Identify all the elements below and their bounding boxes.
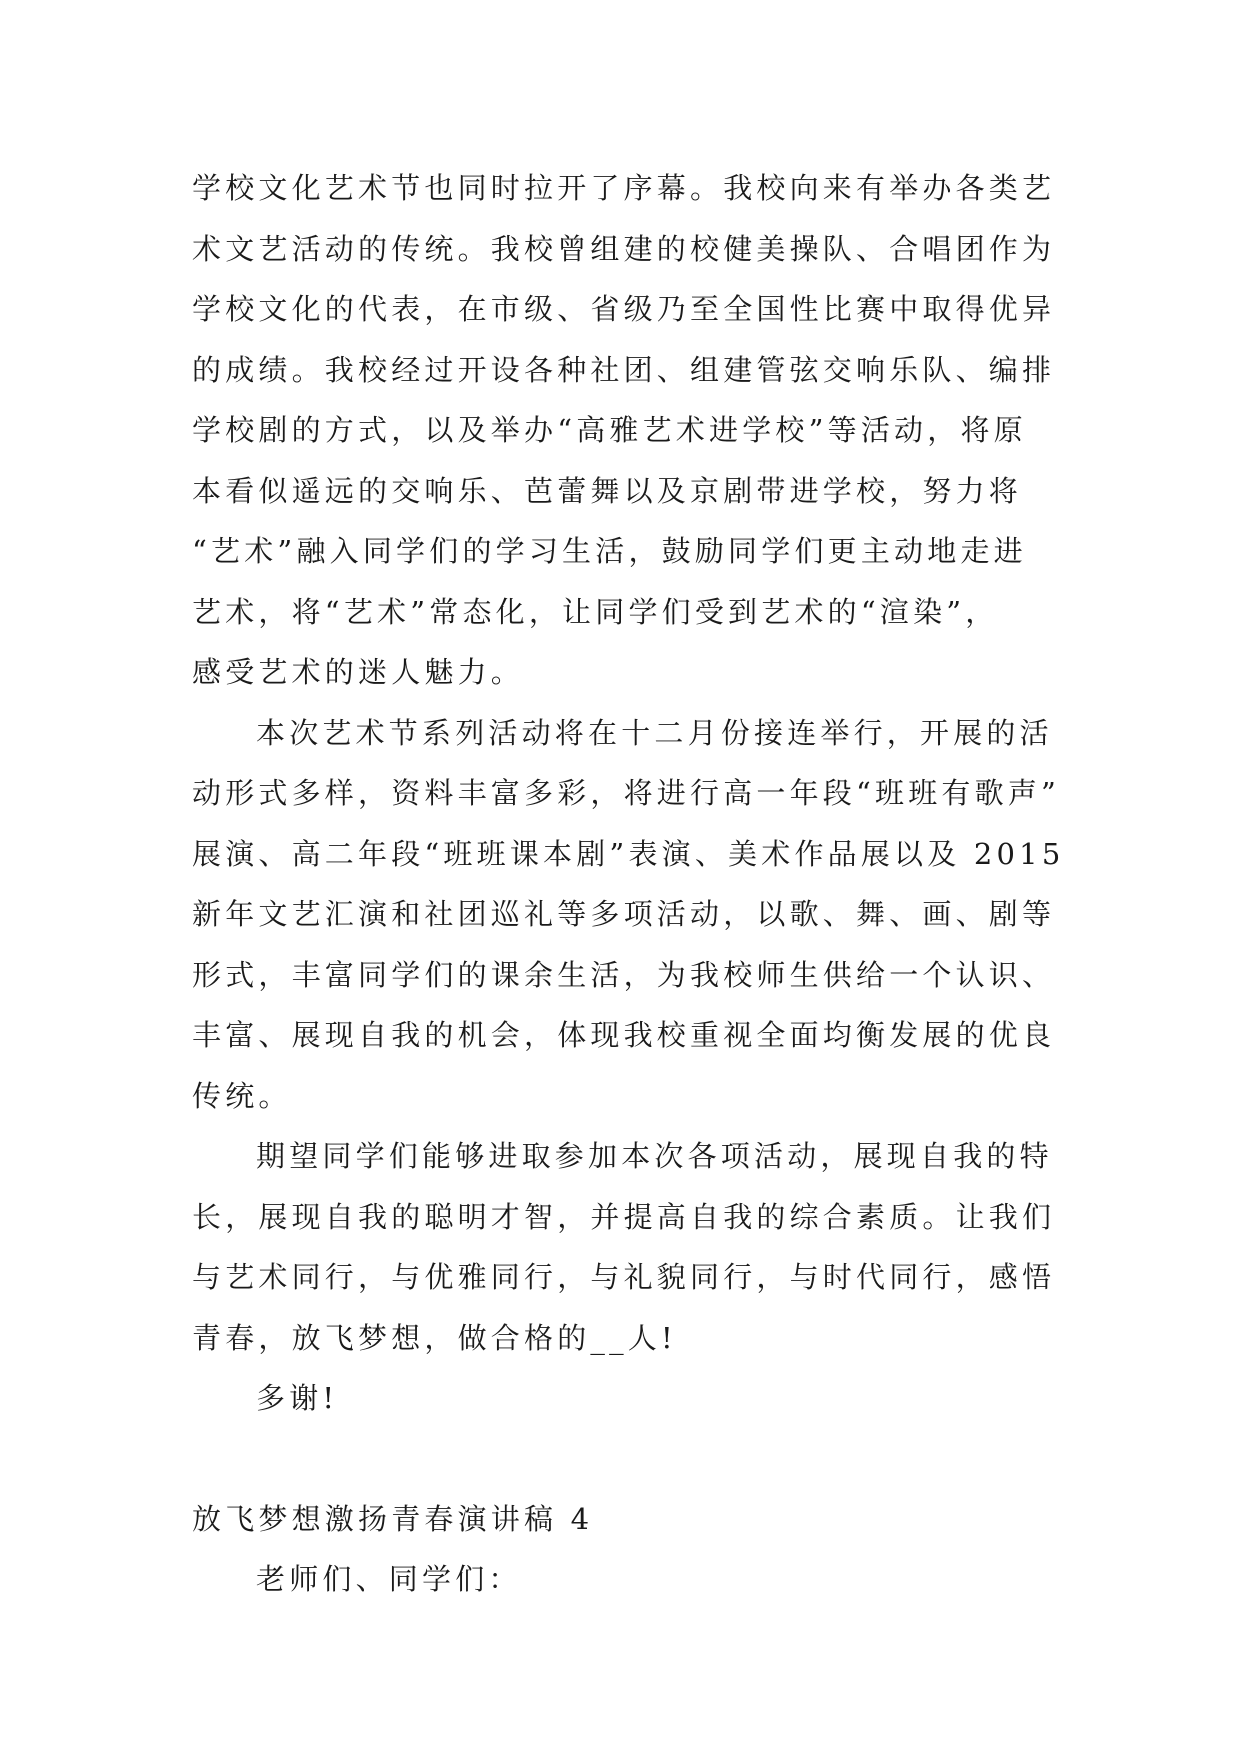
text-line: 术文艺活动的传统。我校曾组建的校健美操队、合唱团作为 [192, 231, 1056, 266]
text-line: 展演、高二年段“班班课本剧”表演、美术作品展以及 2015 [192, 836, 1065, 871]
paragraph-2 [192, 703, 1072, 1127]
text-line: 与艺术同行，与优雅同行，与礼貌同行，与时代同行，感悟 [192, 1260, 1056, 1294]
text-line: 感受艺术的迷人魅力。 [192, 655, 525, 689]
text-line: 传统。 [192, 1078, 292, 1113]
text-line: 本看似遥远的交响乐、芭蕾舞以及京剧带进学校，努力将 [192, 473, 1023, 508]
text-line: 本次艺术节系列活动将在十二月份接连举行，开展的活 [256, 715, 1053, 750]
text-line: 形式，丰富同学们的课余生活，为我校师生供给一个认识、 [192, 957, 1056, 992]
text-line: 艺术，将“艺术”常态化，让同学们受到艺术的“渲染”， [192, 594, 999, 629]
text-line: 的成绩。我校经过开设各种社团、组建管弦交响乐队、编排 [192, 352, 1056, 387]
salutation: 老师们、同学们： [256, 1562, 522, 1596]
document-body [192, 158, 1072, 1610]
text-line: 学校剧的方式，以及举办“高雅艺术进学校”等活动，将原 [192, 413, 1027, 447]
text-line: 期望同学们能够进取参加本次各项活动，展现自我的特 [256, 1139, 1053, 1173]
text-line: 丰富、展现自我的机会，体现我校重视全面均衡发展的优良 [192, 1018, 1056, 1052]
closing-thanks: 多谢! [256, 1381, 339, 1415]
text-line: 动形式多样，资料丰富多彩，将进行高一年段“班班有歌声” [192, 776, 1061, 810]
text-line: 青春，放飞梦想，做合格的__人! [192, 1320, 677, 1355]
paragraph-1 [192, 158, 1072, 703]
text-line: “艺术”融入同学们的学习生活，鼓励同学们更主动地走进 [192, 534, 1027, 568]
paragraph-3 [192, 1126, 1072, 1368]
paragraph-4 [192, 1368, 1072, 1429]
text-line: 学校文化艺术节也同时拉开了序幕。我校向来有举办各类艺 [192, 171, 1056, 205]
text-line: 学校文化的代表，在市级、省级乃至全国性比赛中取得优异 [192, 292, 1056, 326]
text-line: 长，展现自我的聪明才智，并提高自我的综合素质。让我们 [192, 1199, 1056, 1234]
text-line: 新年文艺汇演和社团巡礼等多项活动，以歌、舞、画、剧等 [192, 897, 1056, 931]
section-title: 放飞梦想激扬青春演讲稿 4 [192, 1501, 594, 1536]
